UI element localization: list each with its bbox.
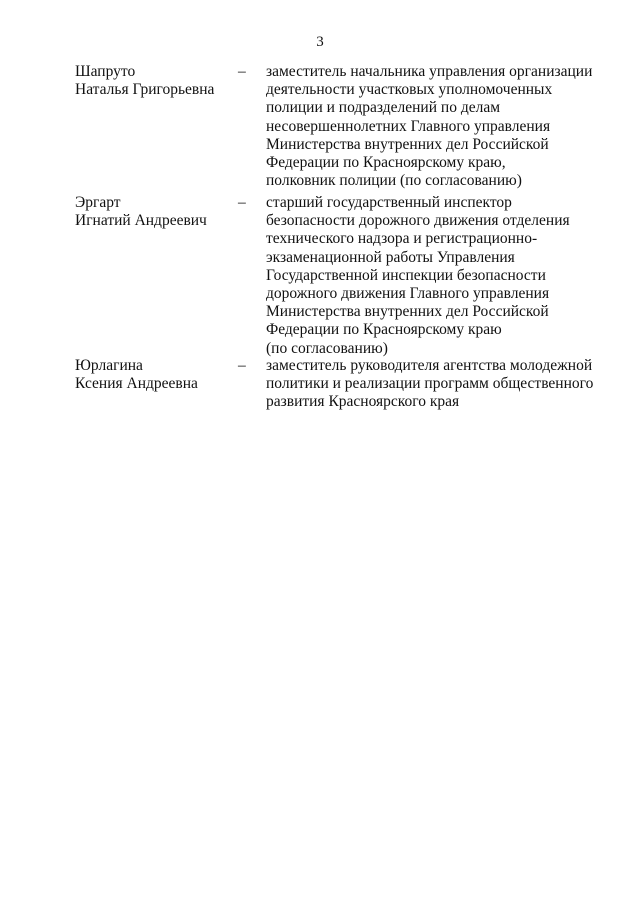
position-line: деятельности участковых уполномоченных bbox=[266, 81, 553, 99]
position-line: полиции и подразделений по делам bbox=[266, 99, 501, 117]
position-line: Министерства внутренних дел Российской bbox=[266, 135, 549, 153]
member-name bbox=[75, 194, 245, 230]
separator-dash: – bbox=[238, 357, 246, 374]
position-line: развития Красноярского края bbox=[266, 393, 460, 411]
position-line: Государственной инспекции безопасности bbox=[266, 266, 546, 284]
member-position bbox=[266, 63, 596, 190]
position-line: Министерства внутренних дел Российской bbox=[266, 303, 549, 321]
position-line: Федерации по Красноярскому краю bbox=[266, 321, 502, 339]
position-line: (по согласованию) bbox=[266, 339, 388, 357]
position-line: заместитель начальника управления организации bbox=[266, 63, 593, 80]
position-line: полковник полиции (по согласованию) bbox=[266, 172, 522, 190]
position-line: несовершеннолетних Главного управления bbox=[266, 117, 551, 135]
position-line: Федерации по Красноярскому краю, bbox=[266, 154, 506, 172]
position-line: технического надзора и регистрационно- bbox=[266, 230, 538, 248]
separator-dash: – bbox=[238, 63, 246, 80]
member-name bbox=[75, 357, 245, 393]
member-surname: Юрлагина bbox=[75, 357, 143, 374]
position-line: безопасности дорожного движения отделения bbox=[266, 212, 570, 230]
position-line: политики и реализации программ общественного bbox=[266, 375, 594, 393]
member-surname: Шапруто bbox=[75, 63, 136, 80]
position-line: экзаменационной работы Управления bbox=[266, 248, 515, 266]
member-position bbox=[266, 194, 596, 358]
member-given-names: Ксения Андреевна bbox=[75, 375, 198, 393]
position-line: старший государственный инспектор bbox=[266, 194, 512, 211]
member-surname: Эргарт bbox=[75, 194, 121, 211]
position-line: дорожного движения Главного управления bbox=[266, 285, 550, 303]
member-given-names: Игнатий Андреевич bbox=[75, 212, 207, 230]
position-line: заместитель руководителя агентства молодежной bbox=[266, 357, 593, 374]
member-position bbox=[266, 357, 596, 412]
separator-dash: – bbox=[238, 194, 246, 211]
page-number: 3 bbox=[316, 34, 324, 50]
member-given-names: Наталья Григорьевна bbox=[75, 81, 215, 99]
member-name bbox=[75, 63, 245, 99]
